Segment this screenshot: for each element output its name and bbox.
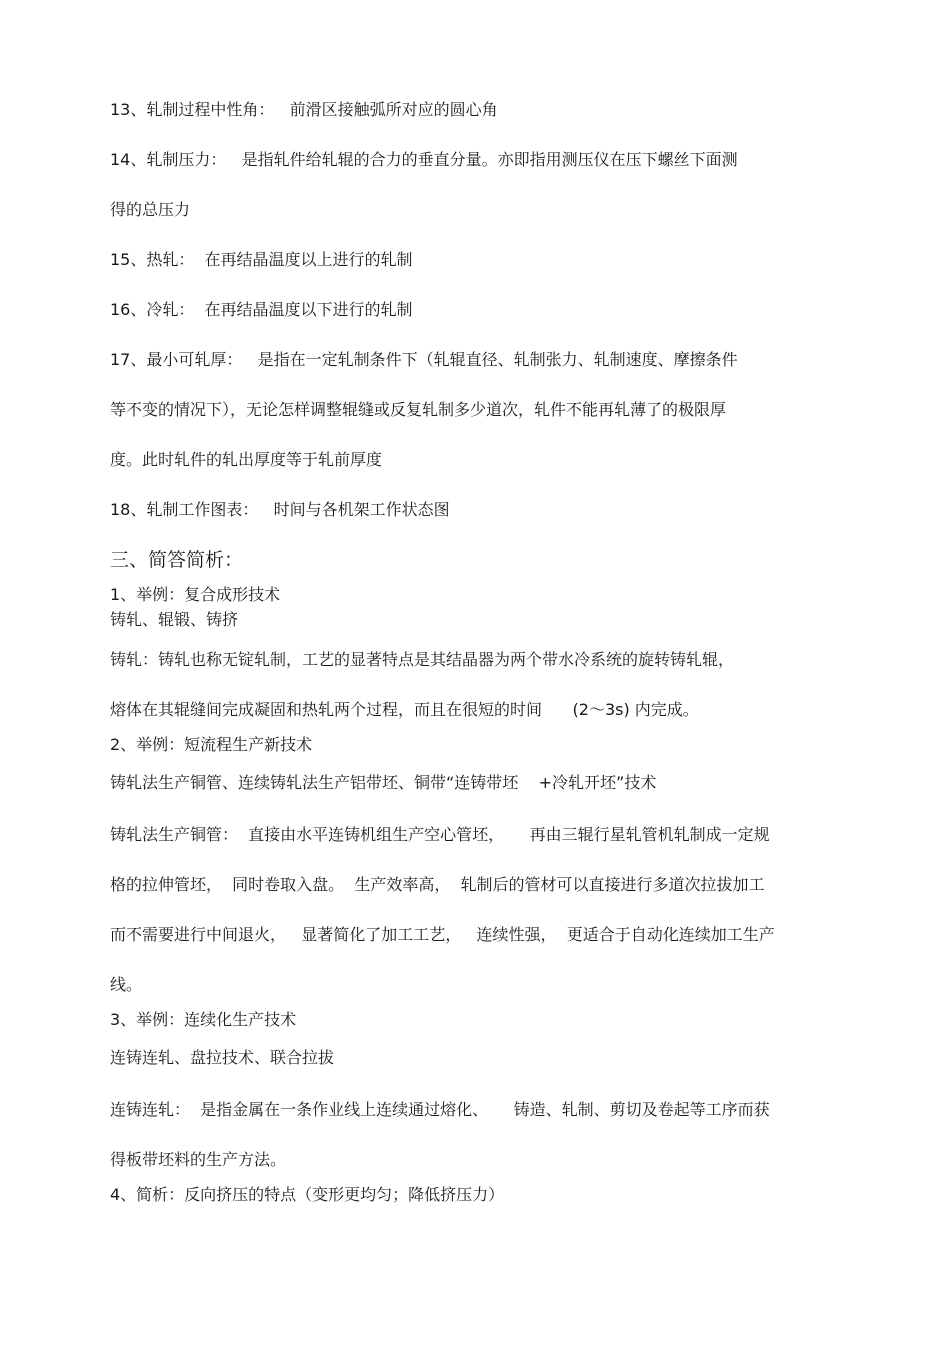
term-14-rolling-force-line2: 得的总压力 xyxy=(110,200,191,219)
term-18-work-chart: 18、轧制工作图表： 时间与各机架工作状态图 xyxy=(110,500,450,519)
question-3-answer-line2: 得板带坯料的生产方法。 xyxy=(110,1150,287,1169)
term-17-min-thickness-line2: 等不变的情况下），无论怎样调整辊缝或反复轧制多少道次，轧件不能再轧薄了的极限厚 xyxy=(110,400,727,419)
term-14-rolling-force-line1: 14、轧制压力： 是指轧件给轧辊的合力的垂直分量。亦即指用测压仪在压下螺丝下面测 xyxy=(110,150,738,169)
question-3-answer-line1: 连铸连轧： 是指金属在一条作业线上连续通过熔化、 铸造、轧制、剪切及卷起等工序而获 xyxy=(110,1100,770,1119)
question-2-answer-line3: 而不需要进行中间退火， 显著简化了加工工艺， 连续性强， 更适合于自动化连续加工生产 xyxy=(110,925,775,944)
term-17-min-thickness-line3: 度。此时轧件的轧出厚度等于轧前厚度 xyxy=(110,450,383,469)
term-13-neutral-angle: 13、轧制过程中性角： 前滑区接触弧所对应的圆心角 xyxy=(110,100,498,119)
question-2-examples: 铸轧法生产铜管、连续铸轧法生产铝带坯、铜带“连铸带坯 +冷轧开坯”技术 xyxy=(110,773,657,792)
question-2-answer-line2: 格的拉伸管坯， 同时卷取入盘。 生产效率高， 轧制后的管材可以直接进行多道次拉拔加工 xyxy=(110,875,765,894)
term-16-cold-rolling: 16、冷轧： 在再结晶温度以下进行的轧制 xyxy=(110,300,413,319)
question-2-answer-line4: 线。 xyxy=(110,975,143,994)
question-1-answer-line1: 铸轧：铸轧也称无锭轧制，工艺的显著特点是其结晶器为两个带水冷系统的旋转铸轧辊， xyxy=(110,650,735,669)
question-2-title: 2、举例：短流程生产新技术 xyxy=(110,735,313,754)
question-1-examples: 铸轧、辊锻、铸挤 xyxy=(110,610,239,629)
term-17-min-thickness-line1: 17、最小可轧厚： 是指在一定轧制条件下（轧辊直径、轧制张力、轧制速度、摩擦条件 xyxy=(110,350,738,369)
question-3-examples: 连铸连轧、盘拉技术、联合拉拔 xyxy=(110,1048,335,1067)
section-heading-short-answer: 三、简答简析： xyxy=(110,549,244,571)
question-3-title: 3、举例：连续化生产技术 xyxy=(110,1010,297,1029)
term-15-hot-rolling: 15、热轧： 在再结晶温度以上进行的轧制 xyxy=(110,250,413,269)
question-1-answer-line2: 熔体在其辊缝间完成凝固和热轧两个过程，而且在很短的时间 (2～3s) 内完成。 xyxy=(110,700,699,719)
question-1-title: 1、举例：复合成形技术 xyxy=(110,585,281,604)
question-2-answer-line1: 铸轧法生产铜管： 直接由水平连铸机组生产空心管坯， 再由三辊行星轧管机轧制成一定规 xyxy=(110,825,770,844)
question-4-title: 4、简析：反向挤压的特点（变形更均匀；降低挤压力） xyxy=(110,1185,505,1204)
